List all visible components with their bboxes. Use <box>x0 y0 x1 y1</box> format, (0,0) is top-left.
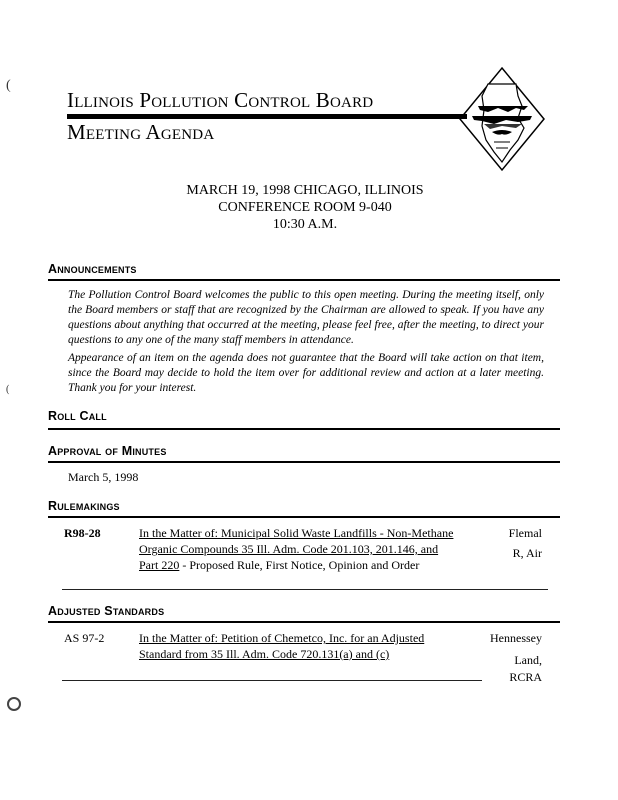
adjusted-standard-category-2: RCRA <box>509 670 542 684</box>
announcements-paragraph-1: The Pollution Control Board welcomes the public to this open meeting. During the meeting itself, only the Board members or staff that are recognized by the Chairman are allowed to speak. If you have any questions about anything that occurred at the meeting, please feel free, after the meeting, to direct your questions to any one of the many staff members in attendance. <box>68 289 544 346</box>
rulemaking-docket: R98-28 <box>64 526 101 540</box>
binder-hole-mark: ( <box>6 78 11 93</box>
rulemaking-category: R, Air <box>512 546 542 560</box>
rulemakings-heading: Rulemakings <box>48 499 120 513</box>
rulemaking-member: Flemal <box>508 526 542 540</box>
minutes-date: March 5, 1998 <box>68 470 139 484</box>
org-title: Illinois Pollution Control Board <box>67 88 374 112</box>
meeting-time: 10:30 A.M. <box>272 217 338 232</box>
rulemakings-rule <box>48 516 560 518</box>
meeting-date-location: MARCH 19, 1998 CHICAGO, ILLINOIS <box>186 183 424 198</box>
adjusted-standard-category-1: Land, <box>514 653 542 667</box>
board-logo-icon <box>458 66 546 172</box>
adjusted-standard-member: Hennessey <box>490 631 542 645</box>
rulemaking-item <box>139 525 457 573</box>
meeting-room: CONFERENCE ROOM 9-040 <box>218 200 392 215</box>
header-rule <box>67 114 467 119</box>
binder-hole-mark: ( <box>6 384 10 395</box>
rulemaking-link[interactable]: In the Matter of: Municipal Solid Waste Landfills - Non-Methane Organic Compounds 35 Ill. Adm. Code 201.103, 201.146, and Part 220 <box>139 526 454 572</box>
announcements-heading: Announcements <box>48 262 137 276</box>
minutes-rule <box>48 461 560 463</box>
roll-call-heading: Roll Call <box>48 409 107 423</box>
meeting-info <box>120 182 490 233</box>
minutes-heading: Approval of Minutes <box>48 444 167 458</box>
rulemakings-divider <box>62 589 548 590</box>
adjusted-standard-item <box>139 630 457 662</box>
doc-title: Meeting Agenda <box>67 120 215 144</box>
announcements-paragraph-2: Appearance of an item on the agenda does not guarantee that the Board will take action on that item, since the Board may decide to hold the item over for additional review and action at a later meeting. Thank you for your interest. <box>68 352 544 394</box>
rulemaking-description: - Proposed Rule, First Notice, Opinion and Order <box>179 558 420 572</box>
adjusted-standards-rule <box>48 621 560 623</box>
announcements-rule <box>48 279 560 281</box>
adjusted-standard-docket: AS 97-2 <box>64 631 105 645</box>
adjusted-standard-link[interactable]: In the Matter of: Petition of Chemetco, Inc. for an Adjusted Standard from 35 Ill. Adm. Code 720.131(a) and (c) <box>139 631 425 661</box>
adjusted-standards-divider <box>62 680 482 681</box>
binder-hole-icon <box>6 694 22 714</box>
adjusted-standards-heading: Adjusted Standards <box>48 604 165 618</box>
roll-call-rule <box>48 428 560 430</box>
